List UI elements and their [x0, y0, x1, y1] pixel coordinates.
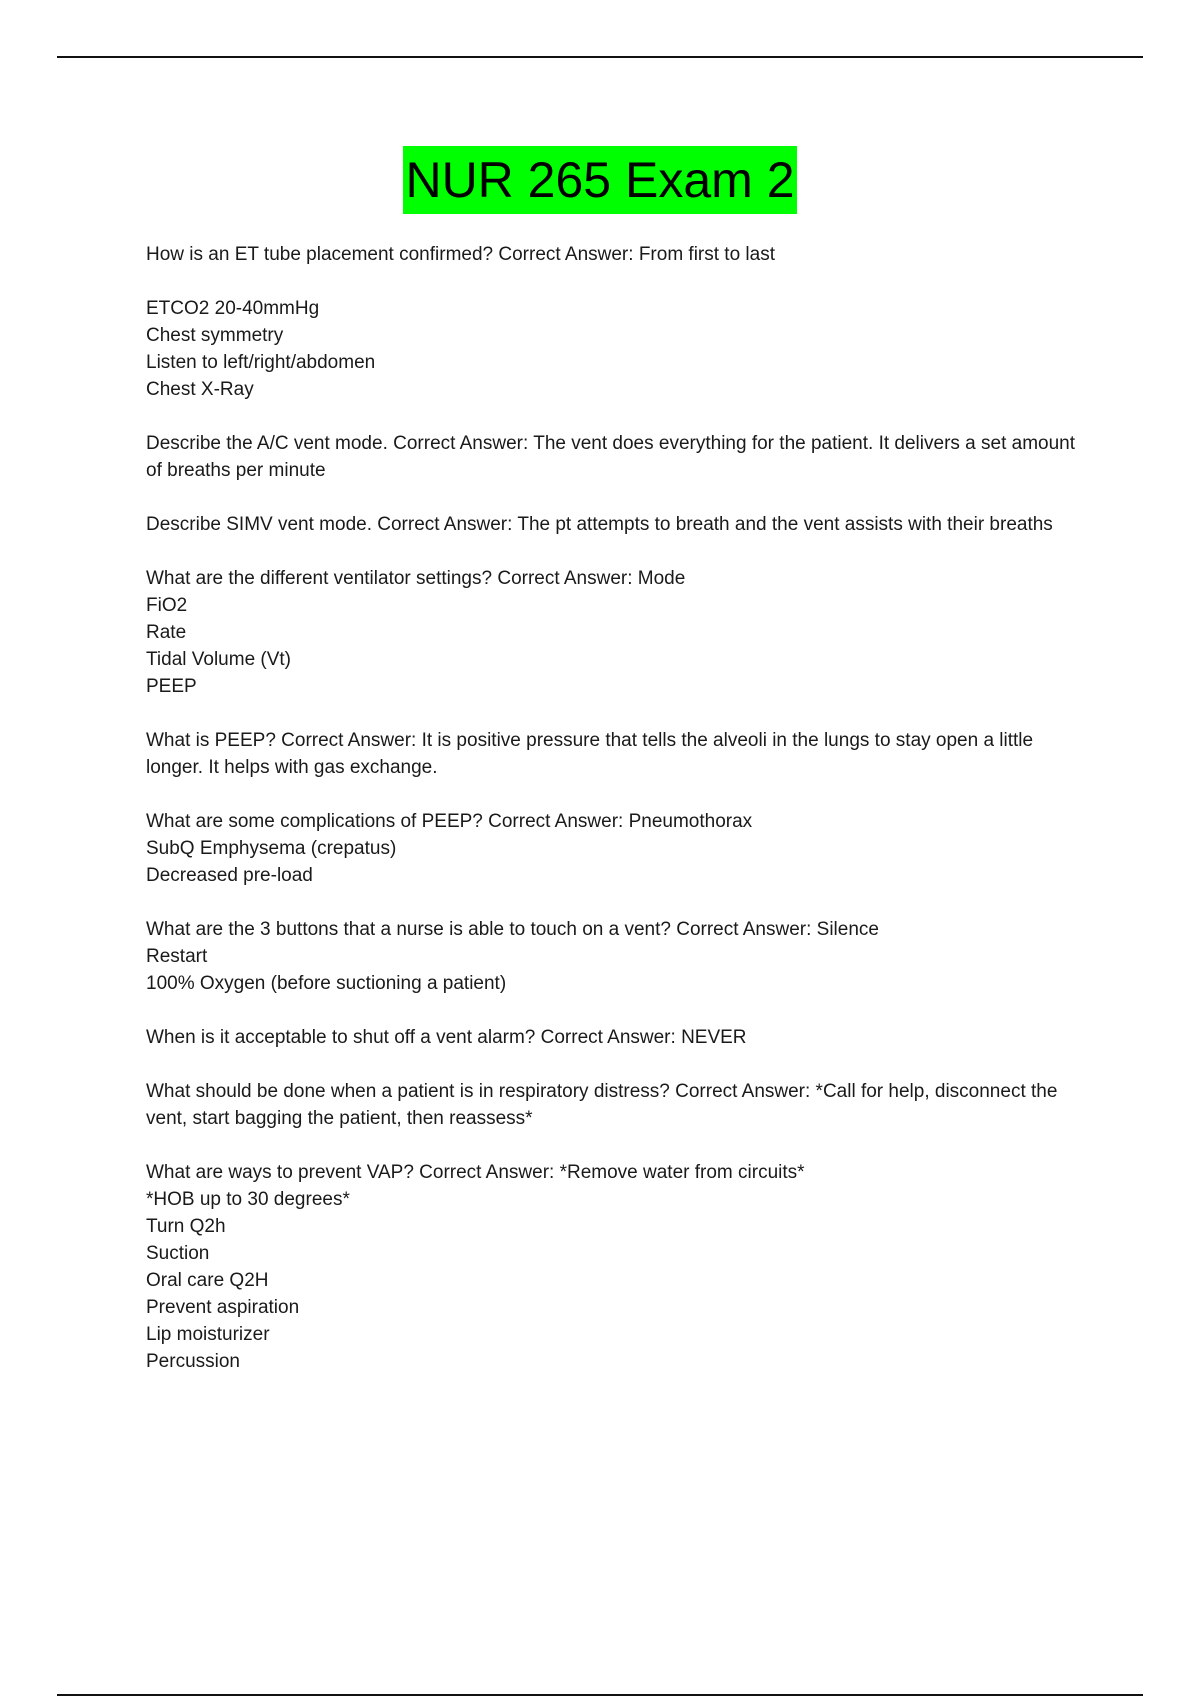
qa-answer-line: Chest symmetry [146, 325, 284, 346]
qa-block [146, 430, 1086, 484]
qa-answer-line: Restart [146, 946, 208, 967]
qa-answer-line: Suction [146, 1243, 210, 1264]
document-body [146, 241, 1086, 1402]
document-title: NUR 265 Exam 2 [403, 146, 796, 214]
qa-block [146, 727, 1086, 781]
qa-question-line: ETCO2 20-40mmHg [146, 298, 320, 319]
qa-question-line: What are the different ventilator settings? Correct Answer: Mode [146, 568, 686, 589]
qa-block [146, 808, 1086, 889]
qa-answer-line: Rate [146, 622, 187, 643]
qa-question-line: When is it acceptable to shut off a vent alarm? Correct Answer: NEVER [146, 1027, 747, 1048]
qa-block [146, 511, 1086, 538]
qa-answer-line: SubQ Emphysema (crepatus) [146, 838, 397, 859]
qa-block [146, 1024, 1086, 1051]
qa-answer-line: Listen to left/right/abdomen [146, 352, 376, 373]
qa-answer-line: Prevent aspiration [146, 1297, 300, 1318]
qa-block [146, 1078, 1086, 1132]
bottom-rule [57, 1694, 1143, 1696]
qa-question-line: What are ways to prevent VAP? Correct Answer: *Remove water from circuits* [146, 1162, 805, 1183]
qa-question-line: What is PEEP? Correct Answer: It is positive pressure that tells the alveoli in the lungs to stay open a little longer. It helps with gas exchange. [146, 730, 1034, 778]
qa-question-line: What should be done when a patient is in respiratory distress? Correct Answer: *Call for help, disconnect the vent, start bagging the patient, then reassess* [146, 1081, 1058, 1129]
qa-question-line: What are some complications of PEEP? Correct Answer: Pneumothorax [146, 811, 753, 832]
qa-block [146, 565, 1086, 700]
qa-question-line: Describe the A/C vent mode. Correct Answer: The vent does everything for the patient. It delivers a set amount of breaths per minute [146, 433, 1076, 481]
top-rule [57, 56, 1143, 58]
qa-block [146, 295, 1086, 403]
qa-answer-line: Percussion [146, 1351, 240, 1372]
qa-answer-line: Lip moisturizer [146, 1324, 270, 1345]
qa-block [146, 916, 1086, 997]
qa-question-line: What are the 3 buttons that a nurse is able to touch on a vent? Correct Answer: Silence [146, 919, 879, 940]
qa-answer-line: Tidal Volume (Vt) [146, 649, 292, 670]
qa-answer-line: *HOB up to 30 degrees* [146, 1189, 350, 1210]
qa-answer-line: Turn Q2h [146, 1216, 226, 1237]
qa-answer-line: Chest X-Ray [146, 379, 254, 400]
qa-answer-line: Oral care Q2H [146, 1270, 269, 1291]
qa-question-line: Describe SIMV vent mode. Correct Answer: The pt attempts to breath and the vent assists with their breaths [146, 514, 1053, 535]
qa-answer-line: Decreased pre-load [146, 865, 313, 886]
qa-block [146, 241, 1086, 268]
qa-answer-line: PEEP [146, 676, 197, 697]
qa-answer-line: FiO2 [146, 595, 188, 616]
qa-answer-line: 100% Oxygen (before suctioning a patient) [146, 973, 507, 994]
title-wrap [0, 146, 1200, 214]
qa-question-line: How is an ET tube placement confirmed? Correct Answer: From first to last [146, 244, 775, 265]
qa-block [146, 1159, 1086, 1375]
